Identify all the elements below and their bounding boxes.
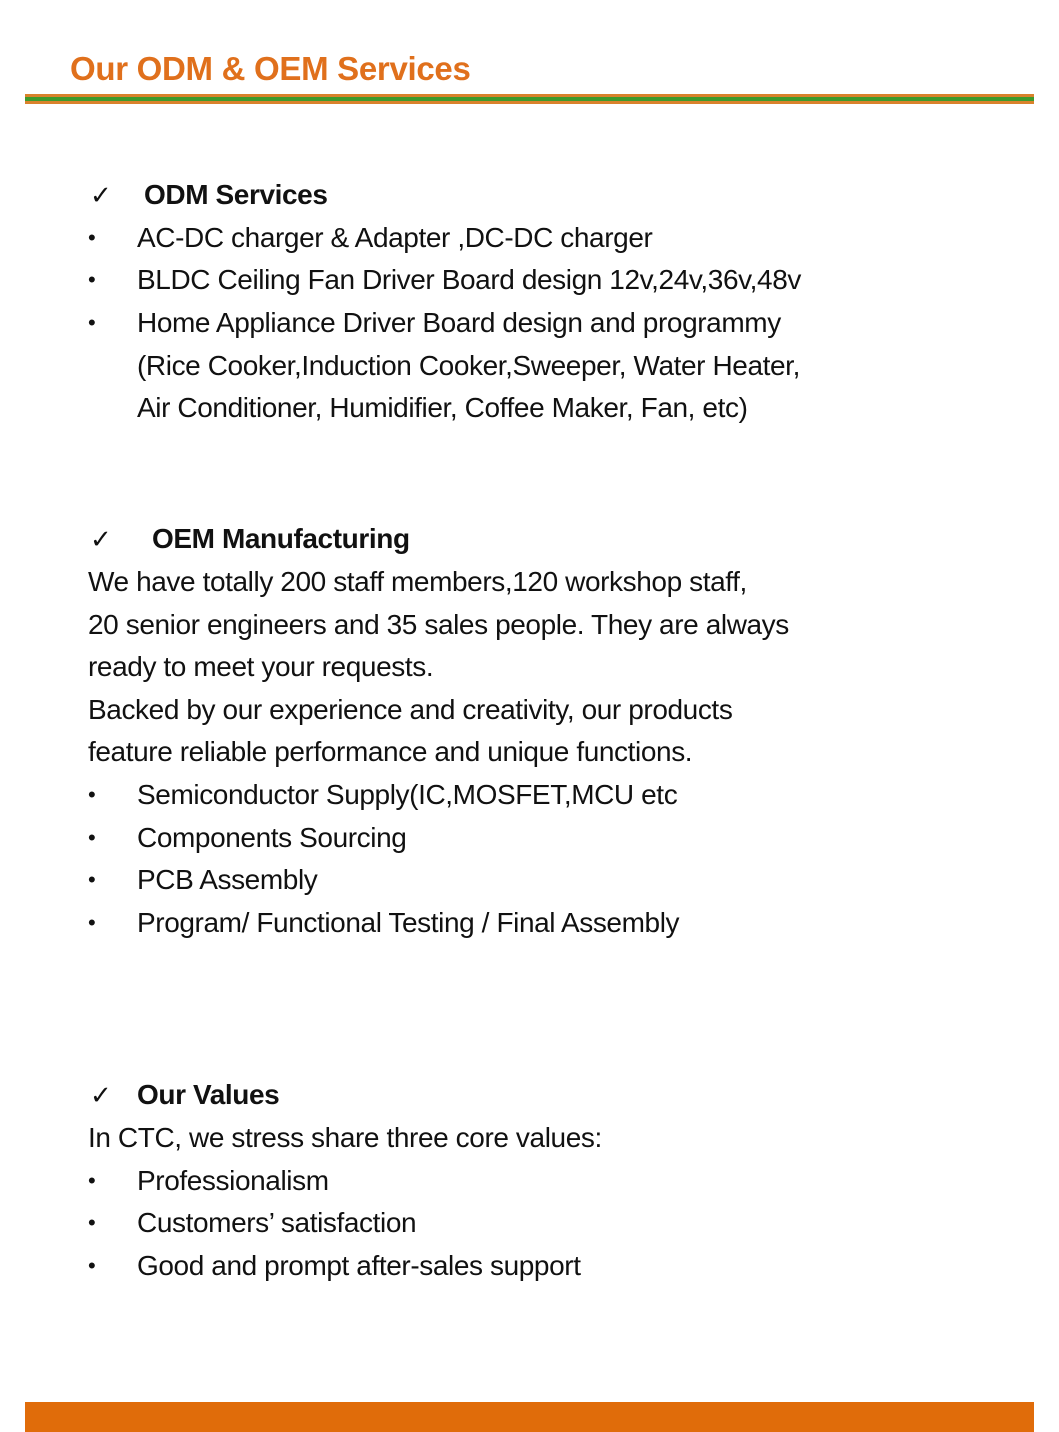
list-item-text: (Rice Cooker,Induction Cooker,Sweeper, Water Heater,: [137, 350, 800, 381]
section-heading: Our Values: [137, 1079, 280, 1110]
list-item-text: AC-DC charger & Adapter ,DC-DC charger: [137, 222, 653, 253]
list-item-text: Program/ Functional Testing / Final Assembly: [137, 907, 680, 938]
section-heading: OEM Manufacturing: [152, 523, 410, 554]
footer-bar: [25, 1402, 1034, 1432]
check-icon: ✓: [90, 524, 112, 554]
list-item-text: Good and prompt after-sales support: [137, 1250, 581, 1281]
page-title: Our ODM & OEM Services: [70, 50, 471, 87]
bullet-icon: •: [88, 1168, 96, 1193]
list-item-text: Semiconductor Supply(IC,MOSFET,MCU etc: [137, 779, 678, 810]
paragraph-text: ready to meet your requests.: [88, 651, 434, 682]
paragraph-text: feature reliable performance and unique functions.: [88, 736, 693, 767]
bullet-icon: •: [88, 782, 96, 807]
paragraph-text: In CTC, we stress share three core values:: [88, 1122, 602, 1153]
paragraph-text: We have totally 200 staff members,120 workshop staff,: [88, 566, 747, 597]
paragraph-text: 20 senior engineers and 35 sales people. They are always: [88, 609, 789, 640]
bullet-icon: •: [88, 310, 96, 335]
list-item-text: BLDC Ceiling Fan Driver Board design 12v,24v,36v,48v: [137, 264, 801, 295]
check-icon: ✓: [90, 1080, 112, 1110]
bullet-icon: •: [88, 225, 96, 250]
list-item-text: Home Appliance Driver Board design and programmy: [137, 307, 781, 338]
section-heading: ODM Services: [144, 179, 328, 210]
paragraph-text: Backed by our experience and creativity, our products: [88, 694, 733, 725]
list-item-text: Components Sourcing: [137, 822, 407, 853]
bullet-icon: •: [88, 1210, 96, 1235]
bullet-icon: •: [88, 867, 96, 892]
list-item-text: Customers’ satisfaction: [137, 1207, 417, 1238]
list-item-text: Professionalism: [137, 1165, 329, 1196]
check-icon: ✓: [90, 180, 112, 210]
list-item-text: PCB Assembly: [137, 864, 318, 895]
bullet-icon: •: [88, 1253, 96, 1278]
bullet-icon: •: [88, 267, 96, 292]
header-rule-stripe: [25, 97, 1034, 101]
header-rule: [25, 94, 1034, 104]
list-item-text: Air Conditioner, Humidifier, Coffee Maker, Fan, etc): [137, 392, 748, 423]
bullet-icon: •: [88, 910, 96, 935]
bullet-icon: •: [88, 825, 96, 850]
